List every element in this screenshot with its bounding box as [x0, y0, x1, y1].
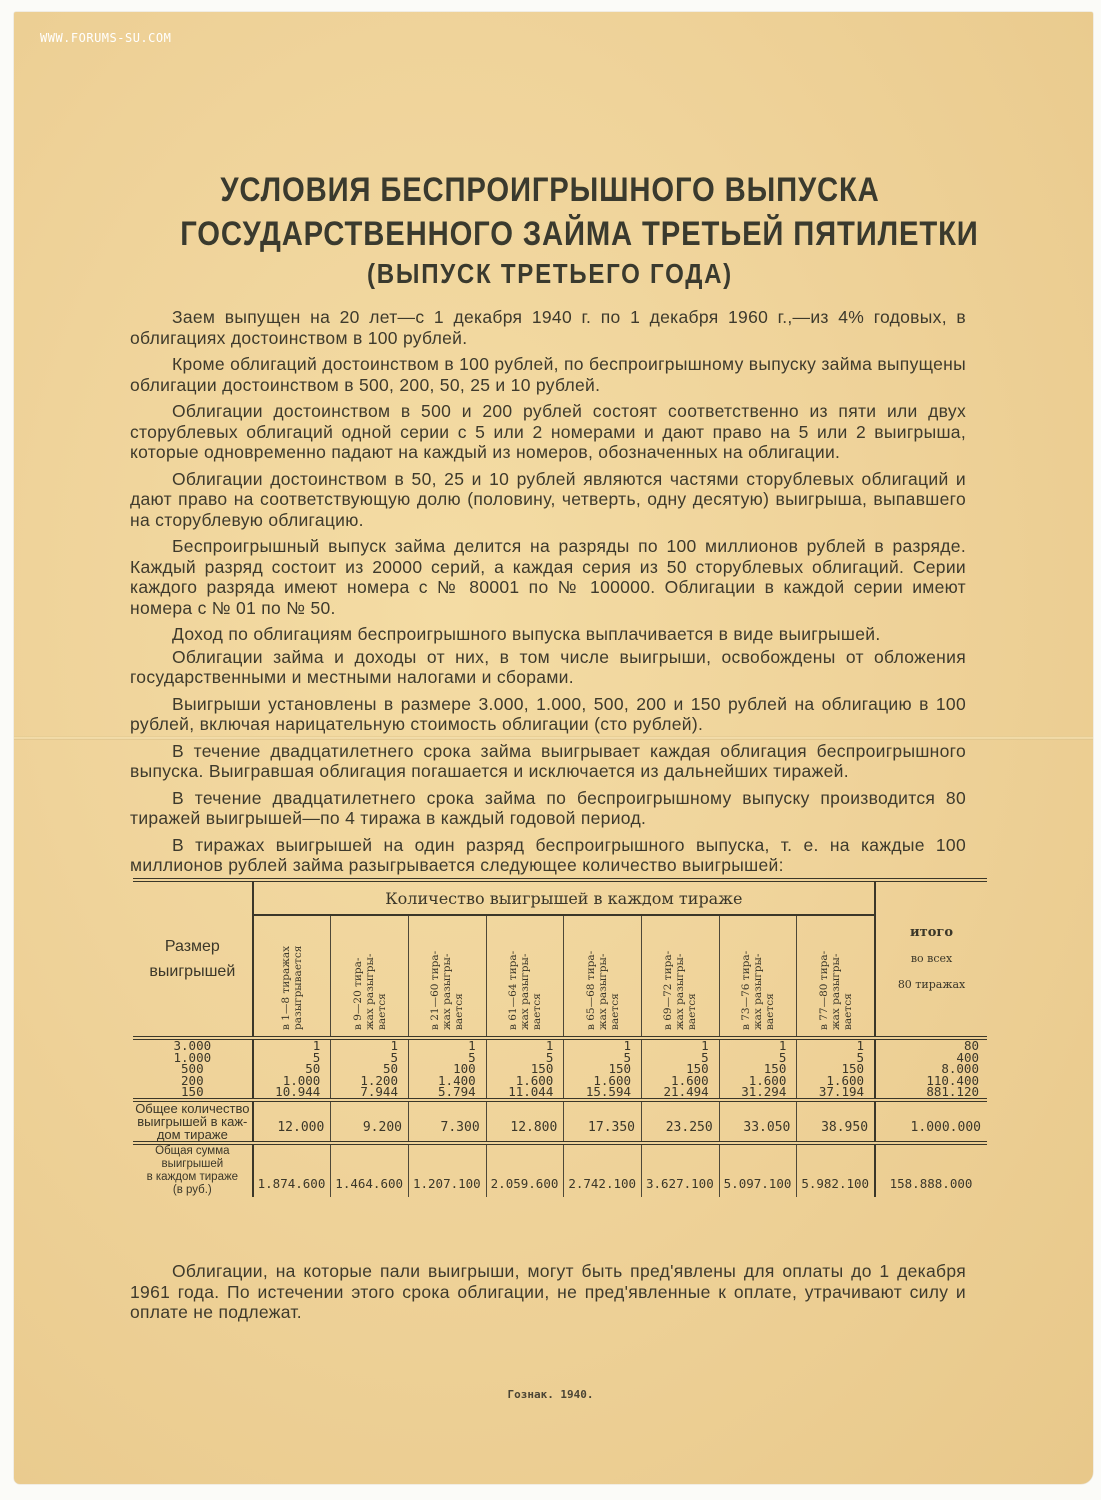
prize-size: 150	[181, 1084, 204, 1099]
prize-size-cell	[133, 1038, 253, 1100]
draw-column-label-line: в 65—68 тира-	[584, 950, 597, 1030]
count-value: 150	[608, 1061, 632, 1076]
count-value: 100	[453, 1061, 476, 1076]
count-cell	[719, 1038, 797, 1100]
count-row-value: 23.250	[642, 1100, 720, 1143]
count-value: 1	[623, 1038, 632, 1053]
count-value: 1	[778, 1038, 787, 1053]
count-row-value: 33.050	[719, 1100, 797, 1143]
draw-column-label-line: вается	[375, 993, 388, 1030]
prize-table	[133, 878, 987, 1197]
draw-column-label-line: жах разыгры-	[829, 953, 842, 1030]
count-value: 1.600	[671, 1072, 709, 1088]
draw-column-label-line: разыгрывается	[291, 945, 304, 1030]
draw-column-label-line: вается	[453, 993, 466, 1030]
size-header-line: выигрышей	[149, 963, 236, 980]
count-value: 31.294	[741, 1084, 787, 1099]
draw-column-label-line: в 1—8 тиражах	[279, 945, 292, 1030]
count-cell	[564, 1038, 642, 1100]
count-row-label-line: выигрышей в каж-	[137, 1113, 248, 1129]
draw-column-header	[253, 915, 331, 1038]
title-line-3: (ВЫПУСК ТРЕТЬЕГО ГОДА)	[367, 258, 733, 289]
total-header-line: итого	[910, 925, 954, 940]
count-value: 7.944	[360, 1084, 398, 1099]
draw-column-label-line: жах разыгры-	[596, 953, 609, 1030]
sum-row-value: 2.059.600	[486, 1143, 564, 1197]
count-cell	[486, 1038, 564, 1100]
count-value: 1.600	[826, 1072, 865, 1088]
count-value: 10.944	[275, 1084, 321, 1099]
count-row-value: 38.950	[797, 1100, 875, 1143]
draw-column-label	[740, 918, 776, 1030]
paragraph: Беспроигрышный выпуск займа делится на разряды по 100 миллионов рублей в разряде. Каждый разряд состоит из 20000 серий, а каждая серия из 50 сторублевых облигаций. Серии каждого разряда имеют номера с № 80001 по № 100000. Облигации в каждой серии имеют номера с № 01 по № 50.	[130, 536, 966, 618]
count-value: 1	[312, 1038, 321, 1053]
draw-column-header	[642, 915, 720, 1038]
count-value: 1	[701, 1038, 709, 1053]
draw-column-header	[486, 915, 564, 1038]
draw-column-label-line: в 61—64 тира-	[507, 950, 519, 1030]
prize-size: 500	[181, 1061, 204, 1076]
draw-column-label-line: вается	[531, 993, 543, 1030]
draw-column-header	[719, 915, 797, 1038]
paragraph: Облигации, на которые пали выигрыши, могут быть пред'явлены для оплаты до 1 декабря 1961 года. По истечении этого срока облигации, не пред'явленные к оплате, утрачивают силу и оплате не подлежат.	[130, 1261, 966, 1322]
paragraph: Кроме облигаций достоинством в 100 рублей, по беспроигрышному выпуску займа выпущены облигации достоинством в 500, 200, 50, 25 и 10 рублей.	[130, 354, 966, 395]
count-row-total: 1.000.000	[875, 1100, 987, 1143]
paragraph: Доход по облигациям беспроигрышного выпуска выплачивается в виде выигрышей.	[172, 624, 881, 644]
document-title	[120, 168, 980, 292]
total-by-size: 110.400	[926, 1072, 979, 1088]
total-header-line: во всех	[910, 952, 953, 965]
count-value: 1.600	[515, 1072, 554, 1088]
count-cell	[253, 1038, 331, 1100]
count-value: 5	[623, 1049, 632, 1065]
count-value: 5	[778, 1049, 787, 1065]
draw-column-label-line: вается	[686, 993, 699, 1030]
count-row-value: 12.000	[253, 1100, 331, 1143]
count-value: 5	[701, 1049, 709, 1065]
paragraph: В тиражах выигрышей на один разряд беспроигрышного выпуска, т. е. на каждые 100 миллионов рублей займа разыгрывается следующее количество выигрышей:	[130, 834, 966, 875]
draw-column-label-line: вается	[608, 993, 621, 1030]
count-value: 21.494	[663, 1084, 709, 1099]
sum-row-label	[133, 1143, 253, 1197]
draw-column-label	[352, 918, 388, 1030]
paragraph: Облигации достоинством в 500 и 200 рублей состоят соответственно из пяти или двух сторублевых облигаций одной серии с 5 или 2 номерами и дают право на 5 или 2 выигрыша, которые одновременно падают на каждый из номеров, обозначенных на облигации.	[130, 401, 966, 462]
sum-row-value: 3.627.100	[642, 1143, 720, 1197]
total-header-line: 80 тиражах	[897, 978, 966, 991]
group-header: Количество выигрышей в каждом тираже	[253, 880, 875, 915]
draw-column-header	[331, 915, 409, 1038]
count-value: 1.200	[360, 1072, 398, 1088]
total-by-size: 80	[963, 1038, 979, 1053]
draw-column-label	[507, 918, 543, 1030]
count-value: 150	[530, 1061, 554, 1076]
paragraph: В течение двадцатилетнего срока займа выигрывает каждая облигация беспроигрышного выпуска. Выигравшая облигация погашается и исключается из дальнейших тиражей.	[130, 740, 966, 781]
draw-column-label-line: в 69—72 тира-	[662, 950, 675, 1030]
draw-column-label-line: жах разыгры-	[441, 953, 454, 1030]
count-cell	[409, 1038, 487, 1100]
draw-column-header	[409, 915, 487, 1038]
draw-column-label	[662, 918, 698, 1030]
draw-column-label-line: в 21—60 тира-	[429, 950, 442, 1030]
count-value: 1.600	[593, 1072, 632, 1088]
sum-row-value: 1.207.100	[409, 1143, 487, 1197]
sum-row-value: 5.097.100	[719, 1143, 797, 1197]
draw-column-label	[429, 918, 465, 1030]
count-value: 1	[468, 1038, 476, 1053]
title-line-1: УСЛОВИЯ БЕСПРОИГРЫШНОГО ВЫПУСКА	[220, 171, 880, 209]
draw-column-label	[818, 918, 854, 1030]
prize-size: 200	[181, 1072, 204, 1088]
count-value: 1	[856, 1038, 865, 1053]
count-value: 5	[856, 1049, 865, 1065]
draw-column-label-line: вается	[841, 993, 854, 1030]
count-value: 1.600	[748, 1072, 787, 1088]
count-row-value: 9.200	[331, 1100, 409, 1143]
size-header-line: Размер	[164, 938, 220, 955]
count-row-value: 12.800	[486, 1100, 564, 1143]
count-cell	[797, 1038, 875, 1100]
prize-size: 3.000	[173, 1038, 212, 1053]
title-line-2: ГОСУДАРСТВЕННОГО ЗАЙМА ТРЕТЬЕЙ ПЯТИЛЕТКИ	[180, 215, 979, 253]
count-cell	[331, 1038, 409, 1100]
count-row-label	[133, 1100, 253, 1143]
count-row-value: 17.350	[564, 1100, 642, 1143]
paragraph: Облигации достоинством в 50, 25 и 10 рублей являются частями сторублевых облигаций и дают право на соответствующую долю (половину, четверть, одну десятую) выигрыша, выпавшего на сторублевую облигацию.	[130, 468, 966, 530]
count-value: 15.594	[585, 1084, 632, 1099]
total-header	[875, 880, 987, 1038]
count-value: 5	[545, 1049, 554, 1065]
count-cell	[642, 1038, 720, 1100]
count-value: 50	[305, 1061, 321, 1076]
sum-row-label-line: в каждом тираже	[146, 1170, 239, 1183]
count-value: 5	[312, 1049, 321, 1065]
count-value: 5.794	[438, 1084, 476, 1099]
sum-row-label-line: выигрышей	[161, 1157, 224, 1170]
count-value: 50	[382, 1061, 398, 1076]
count-value: 1.400	[438, 1072, 476, 1088]
prize-size: 1.000	[173, 1049, 212, 1065]
sum-row-value: 2.742.100	[564, 1143, 642, 1197]
sum-row-value: 5.982.100	[797, 1143, 875, 1197]
paragraph: Облигации займа и доходы от них, в том числе выигрыши, освобождены от обложения государственными и местными налогами и сборами.	[130, 646, 966, 687]
paragraph: Заем выпущен на 20 лет—с 1 декабря 1940 г. по 1 декабря 1960 г.,—из 4% годовых, в облигациях достоинством в 100 рублей.	[130, 307, 966, 348]
sum-row-label-line: Общая сумма	[155, 1144, 230, 1157]
sum-row-value: 1.464.600	[331, 1143, 409, 1197]
count-value: 1	[390, 1038, 398, 1053]
draw-column-label-line: жах разыгры-	[674, 953, 687, 1030]
count-row-label-line: Общее количество	[135, 1100, 250, 1116]
count-value: 1.000	[282, 1072, 321, 1088]
paragraph: Выигрыши установлены в размере 3.000, 1.000, 500, 200 и 150 рублей на облигацию в 100 рублей, включая нарицательную стоимость облигации (сто рублей).	[130, 693, 966, 734]
count-value: 1	[545, 1038, 554, 1053]
draw-column-header	[797, 915, 875, 1038]
draw-column-label-line: вается	[764, 993, 777, 1030]
watermark: WWW.FORUMS-SU.COM	[40, 31, 172, 45]
draw-column-label-line: в 73—76 тира-	[740, 950, 753, 1030]
paragraph: В течение двадцатилетнего срока займа по беспроигрышному выпуску производится 80 тиражей выигрышей—по 4 тиража в каждый годовой период.	[130, 787, 966, 828]
sum-row-value: 1.874.600	[253, 1143, 331, 1197]
draw-column-label-line: жах разыгры-	[752, 953, 765, 1030]
sum-row-total: 158.888.000	[875, 1143, 987, 1197]
count-row-value: 7.300	[409, 1100, 487, 1143]
draw-column-label-line: в 77—80 тира-	[817, 950, 830, 1030]
count-value: 150	[763, 1061, 787, 1076]
total-by-size: 400	[956, 1049, 979, 1065]
count-value: 37.194	[818, 1084, 865, 1099]
size-header	[133, 880, 253, 1038]
count-row-label-line: дом тираже	[156, 1126, 228, 1142]
total-by-size-cell	[875, 1038, 987, 1100]
total-by-size: 8.000	[941, 1061, 979, 1076]
total-by-size: 881.120	[926, 1084, 979, 1099]
count-value: 5	[390, 1049, 398, 1065]
count-value: 11.044	[508, 1084, 554, 1099]
draw-column-label	[585, 918, 621, 1030]
sum-row-label-line: (в руб.)	[172, 1183, 212, 1196]
draw-column-label-line: жах разыгры-	[519, 953, 531, 1030]
draw-column-header	[564, 915, 642, 1038]
draw-column-label-line: жах разыгры-	[363, 953, 376, 1030]
draw-column-label-line: в 9—20 тира-	[351, 957, 364, 1030]
draw-column-label	[280, 918, 304, 1030]
count-value: 150	[686, 1061, 709, 1076]
closing-text	[130, 1261, 966, 1323]
imprint: Гознак. 1940.	[507, 1388, 594, 1401]
conditions-text	[130, 307, 966, 882]
count-value: 150	[841, 1061, 865, 1076]
count-value: 5	[468, 1049, 476, 1065]
